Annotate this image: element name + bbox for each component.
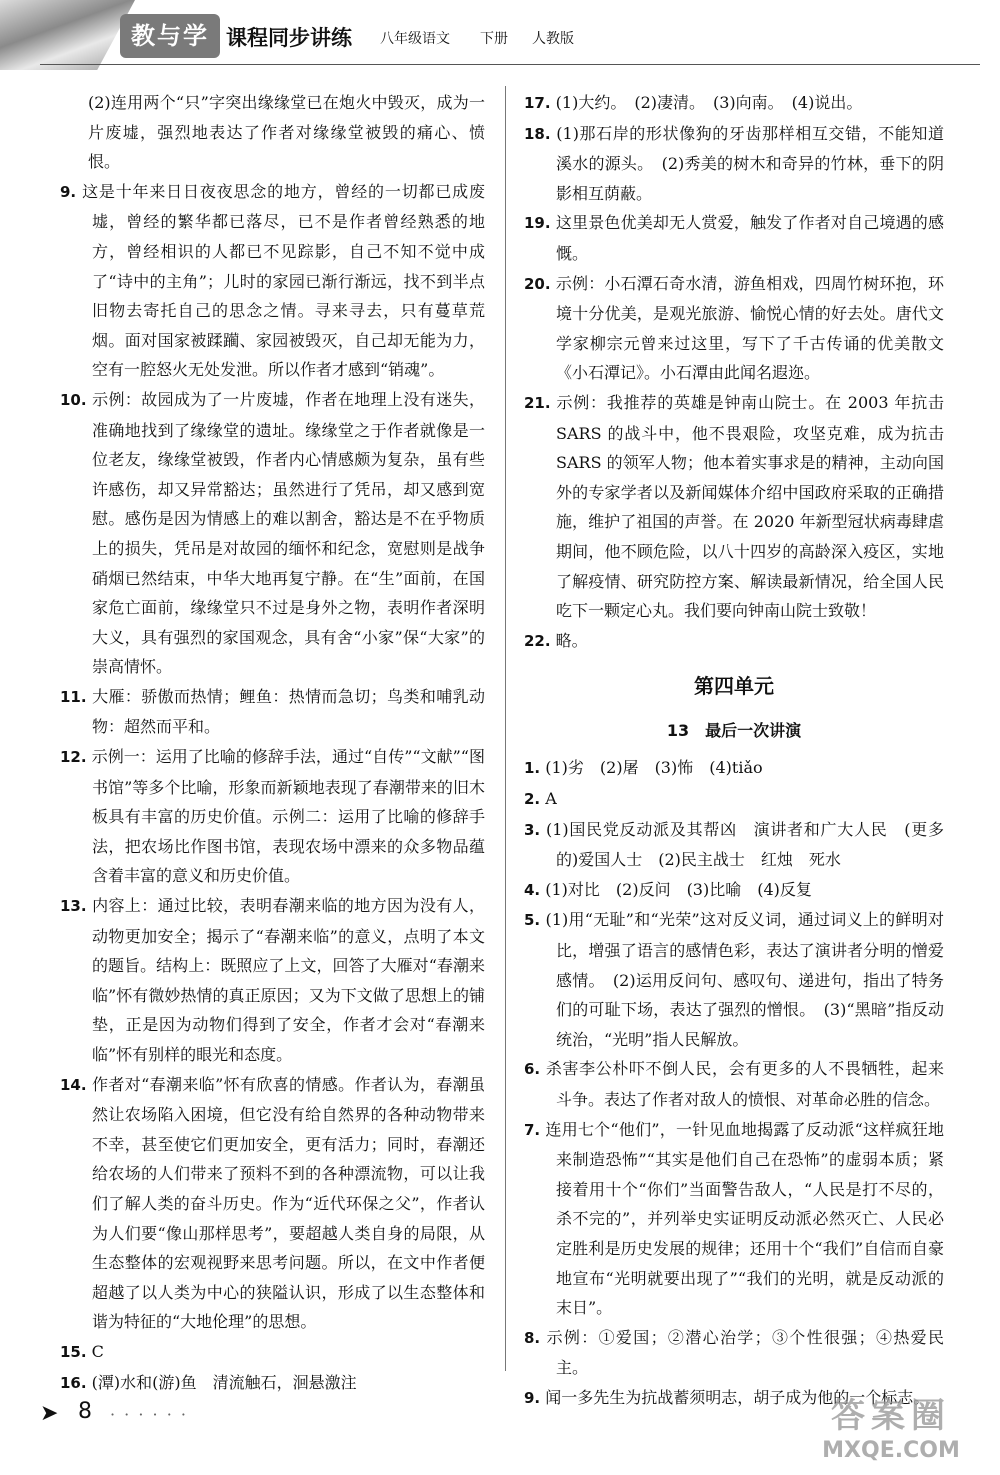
answer-13: 13. 内容上：通过比较，表明春潮来临的地方因为没有人，动物更加安全；揭示了“春潮来临”的意义，点明了本文的题旨。结构上：既照应了上文，回答了大雁对“春潮来临”怀有微妙热情的真正原因；又为下文做了思想上的铺垫，正是因为动物们得到了安全，作者才会对“春潮来临”怀有别样的眼光和态度。: [60, 896, 485, 1064]
answer-20: 20. 示例：小石潭石奇水清，游鱼相戏，四周竹树环抱，环境十分优美，是观光旅游、愉悦心情的好去处。唐代文学家柳宗元曾来过这里，写下了千古传诵的优美散文《小石潭记》。小石潭由此闻名遐迩。: [524, 273, 944, 383]
left-column: [60, 88, 485, 1398]
answer-14: 14. 作者对“春潮来临”怀有欣喜的情感。作者认为，春潮虽然让农场陷入困境，但它没有给自然界的各种动物带来不幸，甚至使它们更加安全，更有活力；同时，春潮还给农场的人们带来了预料不到的各种漂流物，可以让我们了解人类的奋斗历史。作为“近代环保之父”，作者认为人们要“像山那样思考”，要超越人类自身的局限，从生态整体的宏观视野来思考问题。所以，在文中作者便超越了以人类为中心的狭隘认识，形成了以生态整体和谐为特征的“大地伦理”的思想。: [60, 1074, 485, 1332]
answer-19: 19. 这里景色优美却无人赏爱，触发了作者对自己境遇的感慨。: [524, 213, 944, 263]
answer-15: 15. C: [60, 1341, 104, 1361]
lesson-answer-1: 1. (1)劣 (2)屠 (3)怖 (4)tiǎo: [524, 758, 763, 778]
lesson-answer-6: 6. 杀害李公朴吓不倒人民，会有更多的人不畏牺牲，起来斗争。表达了作者对敌人的愤恨、对革命必胜的信念。: [524, 1059, 944, 1109]
lesson-answer-7: 7. 连用七个“他们”，一针见血地揭露了反动派“这样疯狂地来制造恐怖”“其实是他们自己在恐怖”的虚弱本质；紧接着用十个“你们”当面警告敌人，“人民是打不尽的，杀不完的”，并列举史实证明反动派必然灭亡、人民必定胜利是历史发展的规律；还用十个“我们”自信而自豪地宣布“光明就要出现了”“我们的光明，就是反动派的末日”。: [524, 1119, 944, 1318]
answer-8-part2: (2)连用两个“只”字突出缘缘堂已在炮火中毁灭，成为一片废墟，强烈地表达了作者对缘缘堂被毁的痛心、愤恨。: [88, 93, 485, 172]
answer-9: 9. 这是十年来日日夜夜思念的地方，曾经的一切都已成废墟，曾经的繁华都已落尽，已不是作者曾经熟悉的地方，曾经相识的人都已不见踪影，自己不知不觉中成了“诗中的主角”；儿时的家园已渐行渐远，找不到半点旧物去寄托自己的思念之情。寻来寻去，只有蔓草荒烟。面对国家被蹂躏、家园被毁灭，自己却无能为力，空有一腔怒火无处发泄。所以作者才感到“销魂”。: [60, 181, 485, 380]
book-logo: 教与学: [120, 14, 220, 58]
answer-12: 12. 示例一：运用了比喻的修辞手法，通过“自传”“文献”“图书馆”等多个比喻，形象而新颖地表现了春潮带来的旧木板具有丰富的历史价值。示例二：运用了比喻的修辞手法，把农场比作图书馆，表现农场中漂来的众多物品蕴含着丰富的意义和历史价值。: [60, 747, 485, 886]
answer-10: 10. 示例：故园成为了一片废墟，作者在地理上没有迷失，准确地找到了缘缘堂的遗址。缘缘堂之于作者就像是一位老友，缘缘堂被毁，作者内心情感颇为复杂，虽有些许感伤，却又异常豁达；虽然进行了凭吊，却又感到宽慰。感伤是因为情感上的难以割舍，豁达是不在乎物质上的损失，凭吊是对故园的缅怀和纪念，宽慰则是战争硝烟已然结束，中华大地再复宁静。在“生”面前，在国家危亡面前，缘缘堂只不过是身外之物，表明作者深明大义，具有强烈的家国观念，具有舍“小家”保“大家”的崇高情怀。: [60, 389, 485, 677]
lesson-answer-3: 3. (1)国民党反动派及其帮凶 演讲者和广大人民 (更多的)爱国人士 (2)民主战士 红烛 死水: [524, 819, 944, 870]
answer-18: 18. (1)那石岸的形状像狗的牙齿那样相互交错，不能知道溪水的源头。 (2)秀美的树木和奇异的竹林，垂下的阴影相互荫蔽。: [524, 123, 944, 203]
lesson-answer-5: 5. (1)用“无耻”和“光荣”这对反义词，通过词义上的鲜明对比，增强了语言的感情色彩，表达了演讲者分明的憎爱感情。 (2)运用反问句、感叹句、递进句，指出了特务们的可耻下场，表达了强烈的憎恨。 (3)“黑暗”指反动统治，“光明”指人民解放。: [524, 910, 944, 1049]
unit-title: 第四单元: [694, 674, 774, 699]
lesson-answer-9: 9. 闻一多先生为抗战蓄须明志，胡子成为他的一个标志。: [524, 1387, 930, 1407]
watermark-logo-text: 答案圈: [831, 1396, 951, 1436]
lesson-answer-4: 4. (1)对比 (2)反问 (3)比喻 (4)反复: [524, 879, 812, 899]
right-column: [524, 88, 944, 1414]
footer-dots: · · · · · ·: [110, 1405, 188, 1424]
page-footer: [40, 1395, 340, 1435]
arrow-right-icon: ➤: [40, 1401, 59, 1426]
answer-21: 21. 示例：我推荐的英雄是钟南山院士。在 2003 年抗击 SARS 的战斗中，他不畏艰险，攻坚克难，成为抗击 SARS 的领军人物；他本着实事求是的精神，主动向国外的专家学者以及新闻媒体介绍中国政府采取的正确措施，维护了祖国的声誉。在 2020 年新型冠状病毒肆虐期间，他不顾危险，以八十四岁的高龄深入疫区，实地了解疫情、研究防控方案、解读最新情况，给全国人民吃下一颗定心丸。我们要向钟南山院士致敬！: [524, 392, 944, 621]
lesson-title: 13 最后一次讲演: [666, 720, 802, 740]
edition-label: 人教版: [532, 31, 574, 47]
volume-label: 下册: [480, 31, 508, 47]
page-number: 8: [78, 1399, 92, 1424]
answer-11: 11. 大雁：骄傲而热情；鲤鱼：热情而急切；鸟类和哺乳动物：超然而平和。: [60, 686, 485, 737]
lesson-answer-8: 8. 示例：①爱国；②潜心治学；③个性很强；④热爱民主。: [524, 1327, 944, 1378]
header-rule: [40, 64, 980, 65]
watermark-url: MXQE.COM: [822, 1438, 960, 1463]
grade-label: 八年级语文: [380, 31, 450, 47]
answer-16: 16. (潭)水和(游)鱼 清流触石，洄悬激注: [60, 1372, 357, 1392]
page-header: [0, 0, 1000, 70]
lesson-answer-2: 2. A: [524, 789, 557, 809]
answer-22: 22. 略。: [524, 630, 588, 650]
answer-17: 17. (1)大约。 (2)凄清。 (3)向南。 (4)说出。: [524, 93, 863, 112]
column-divider: [505, 86, 506, 1371]
header-decoration: [0, 0, 135, 70]
book-title: 课程同步讲练: [226, 26, 352, 50]
watermark: [796, 1395, 986, 1470]
